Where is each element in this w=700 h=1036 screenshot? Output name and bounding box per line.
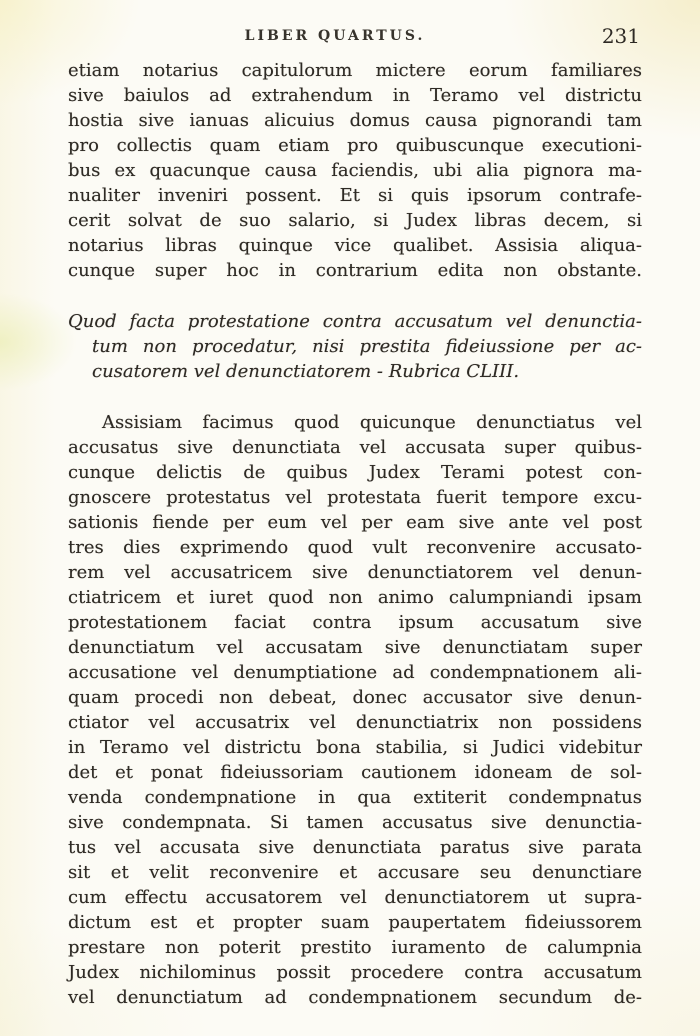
text-line: cunque delictis de quibus Judex Terami potest con- xyxy=(68,462,642,483)
text-line: cusatorem vel denunctiatorem - Rubrica CLIII. xyxy=(92,361,520,382)
text-line: sive condempnata. Si tamen accusatus sive denunctia- xyxy=(68,812,642,833)
text-line: notarius libras quinque vice qualibet. Assisia aliqua- xyxy=(68,235,642,256)
text-line: accusatus sive denunctiata vel accusata super quibus- xyxy=(68,437,642,458)
page-number: 231 xyxy=(601,24,640,48)
text-line: quam procedi non debeat, donec accusator sive denun- xyxy=(68,687,642,708)
text-line: vel denunctiatum ad condempnationem secundum de- xyxy=(68,987,642,1008)
text-line: dictum est et propter suam paupertatem fideiussorem xyxy=(68,912,642,933)
text-line: sit et velit reconvenire et accusare seu denunctiare xyxy=(68,862,642,883)
text-line: rem vel accusatricem sive denunctiatorem vel denun- xyxy=(68,562,642,583)
text-line: bus ex quacunque causa faciendis, ubi alia pignora ma- xyxy=(68,160,642,181)
text-line: tum non procedatur, nisi prestita fideiussione per ac- xyxy=(92,336,642,357)
text-line: cunque super hoc in contrarium edita non obstante. xyxy=(68,260,642,281)
text-line: gnoscere protestatus vel protestata fuerit tempore excu- xyxy=(68,487,642,508)
text-line: Quod facta protestatione contra accusatum vel denunctia- xyxy=(68,311,642,332)
paragraph-continuation xyxy=(68,58,642,283)
page-header xyxy=(68,24,642,50)
paragraph-body xyxy=(68,410,642,1010)
text-line: nualiter inveniri possent. Et si quis ipsorum contrafe- xyxy=(68,185,642,206)
rubric-heading xyxy=(68,309,642,384)
text-line: venda condempnatione in qua extiterit condempnatus xyxy=(68,787,642,808)
text-line: ctiator vel accusatrix vel denunctiatrix non possidens xyxy=(68,712,642,733)
text-line: Assisiam facimus quod quicunque denunctiatus vel xyxy=(102,412,642,433)
text-line: cum effectu accusatorem vel denunctiatorem ut supra- xyxy=(68,887,642,908)
running-title: LIBER QUARTUS. xyxy=(244,28,426,44)
text-line: prestare non poterit prestito iuramento de calumpnia xyxy=(68,937,642,958)
text-line: ctiatricem et iuret quod non animo calumpniandi ipsam xyxy=(68,587,642,608)
text-line: in Teramo vel districtu bona stabilia, si Judici videbitur xyxy=(68,737,642,758)
text-line: cerit solvat de suo salario, si Judex libras decem, si xyxy=(68,210,642,231)
text-line: sationis fiende per eum vel per eam sive ante vel post xyxy=(68,512,642,533)
text-line: tres dies exprimendo quod vult reconvenire accusato- xyxy=(68,537,642,558)
text-line: accusatione vel denumptiatione ad condempnationem ali- xyxy=(68,662,642,683)
text-line: tus vel accusata sive denunctiata paratus sive parata xyxy=(68,837,642,858)
text-line: protestationem faciat contra ipsum accusatum sive xyxy=(68,612,642,633)
text-line: Judex nichilominus possit procedere contra accusatum xyxy=(68,962,642,983)
text-line: pro collectis quam etiam pro quibuscunque executioni- xyxy=(68,135,642,156)
text-line: hostia sive ianuas alicuius domus causa pignorandi tam xyxy=(68,110,642,131)
text-line: etiam notarius capitulorum mictere eorum familiares xyxy=(68,60,642,81)
text-line: denunctiatum vel accusatam sive denunctiatam super xyxy=(68,637,642,658)
text-line: sive baiulos ad extrahendum in Teramo vel districtu xyxy=(68,85,642,106)
text-line: det et ponat fideiussoriam cautionem idoneam de sol- xyxy=(68,762,642,783)
